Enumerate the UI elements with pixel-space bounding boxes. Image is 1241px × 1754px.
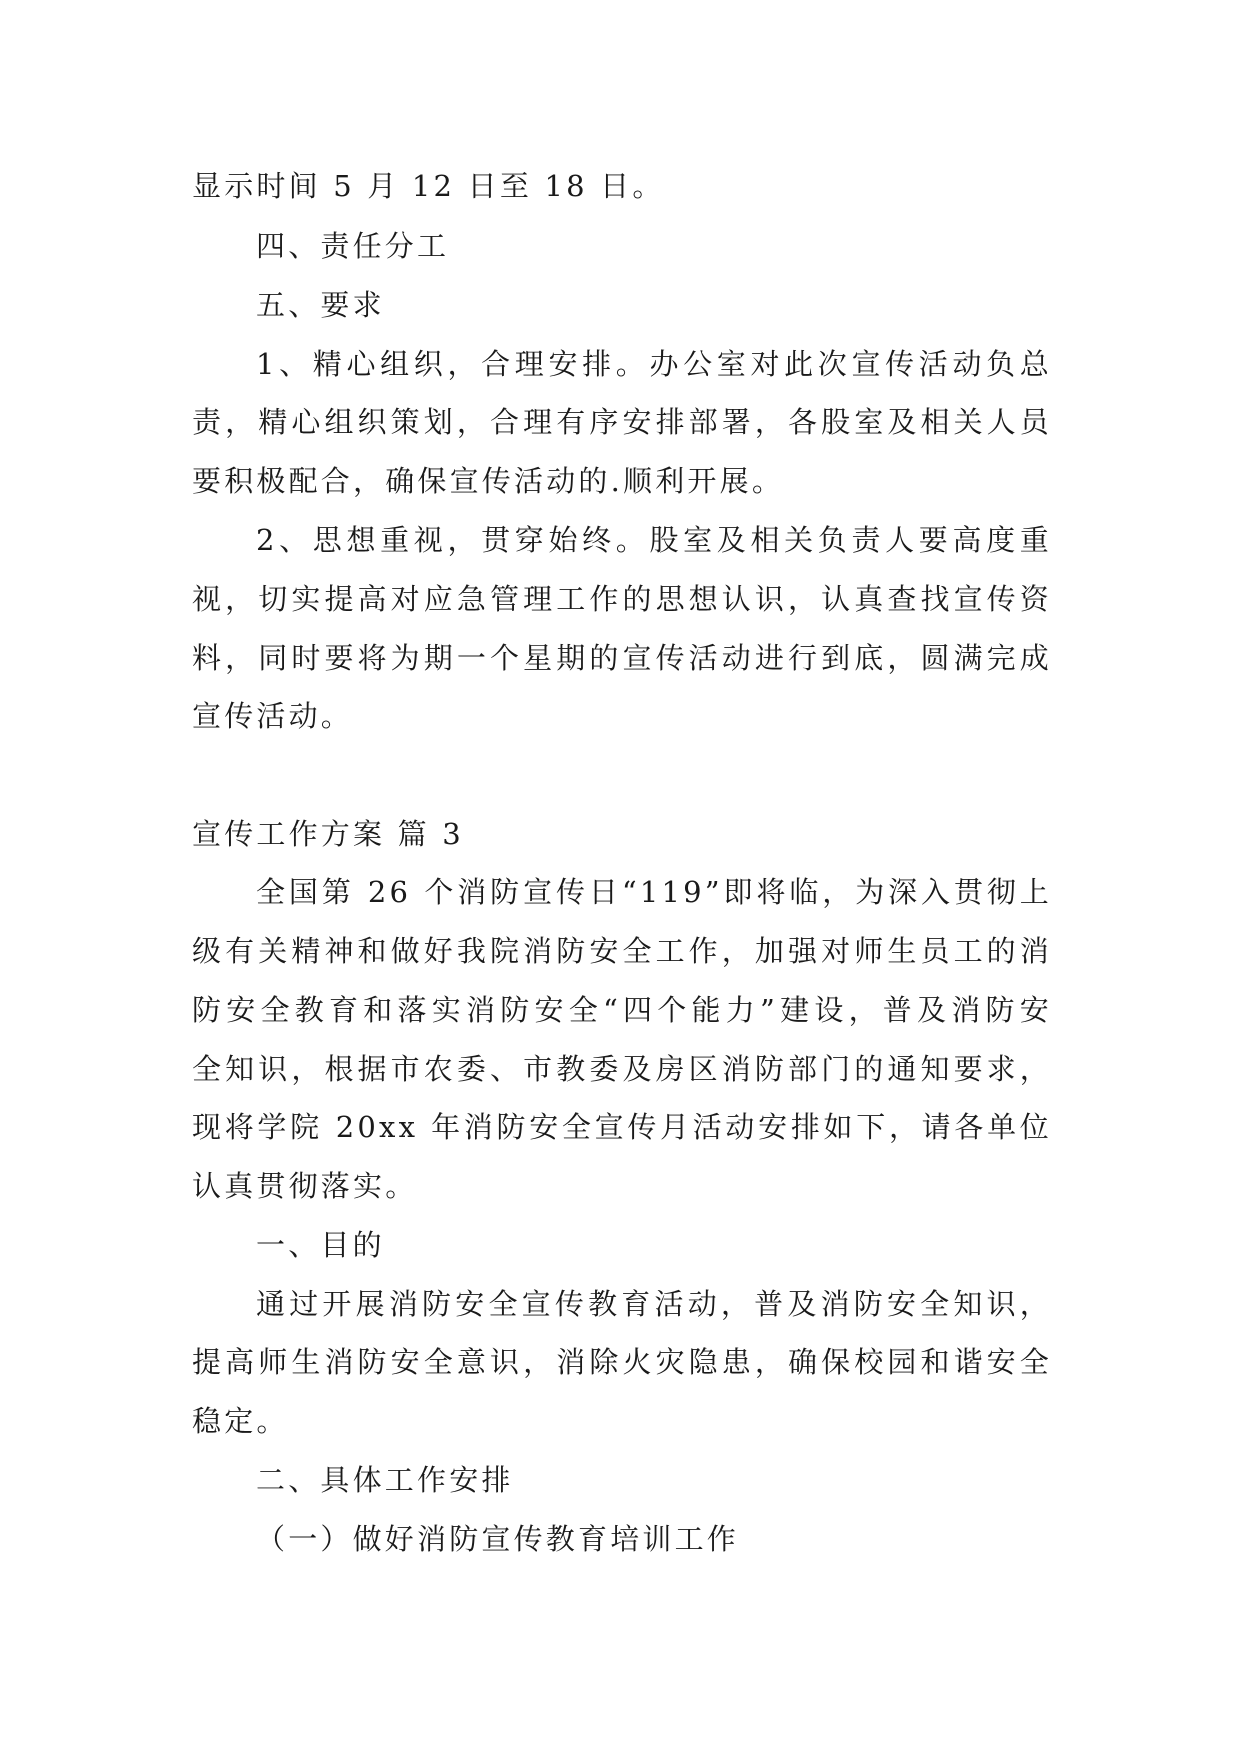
text-line: 视，切实提高对应急管理工作的思想认识，认真查找宣传资 bbox=[192, 582, 1052, 616]
text-line: 稳定。 bbox=[192, 1404, 289, 1438]
text-line: 2、思想重视，贯穿始终。股室及相关负责人要高度重 bbox=[256, 523, 1052, 557]
text-line: 全国第 26 个消防宣传日“119”即将临，为深入贯彻上 bbox=[256, 875, 1052, 909]
text-line: 全知识，根据市农委、市教委及房区消防部门的通知要求， bbox=[192, 1052, 1052, 1086]
section-heading: 一、目的 bbox=[256, 1228, 385, 1262]
text-line: 现将学院 20xx 年消防安全宣传月活动安排如下，请各单位 bbox=[192, 1110, 1052, 1144]
text-line: 防安全教育和落实消防安全“四个能力”建设，普及消防安 bbox=[192, 993, 1052, 1027]
text-line: 提高师生消防安全意识，消除火灾隐患，确保校园和谐安全 bbox=[192, 1345, 1052, 1379]
text-line: 宣传活动。 bbox=[192, 699, 354, 733]
section-heading: 四、责任分工 bbox=[256, 229, 450, 263]
text-line: 责，精心组织策划，合理有序安排部署，各股室及相关人员 bbox=[192, 405, 1052, 439]
text-line: 1、精心组织，合理安排。办公室对此次宣传活动负总 bbox=[256, 347, 1052, 381]
text-line: 级有关精神和做好我院消防安全工作，加强对师生员工的消 bbox=[192, 934, 1052, 968]
section-heading: 二、具体工作安排 bbox=[256, 1463, 514, 1497]
text-line: 通过开展消防安全宣传教育活动，普及消防安全知识， bbox=[256, 1287, 1052, 1321]
text-line: 料，同时要将为期一个星期的宣传活动进行到底，圆满完成 bbox=[192, 641, 1052, 675]
text-line: 显示时间 5 月 12 日至 18 日。 bbox=[192, 169, 665, 203]
text-line: 要积极配合，确保宣传活动的.顺利开展。 bbox=[192, 464, 785, 498]
section-heading: 五、要求 bbox=[256, 288, 385, 322]
article-title: 宣传工作方案 篇 3 bbox=[192, 817, 464, 851]
subsection-heading: （一）做好消防宣传教育培训工作 bbox=[256, 1522, 740, 1556]
text-line: 认真贯彻落实。 bbox=[192, 1169, 418, 1203]
